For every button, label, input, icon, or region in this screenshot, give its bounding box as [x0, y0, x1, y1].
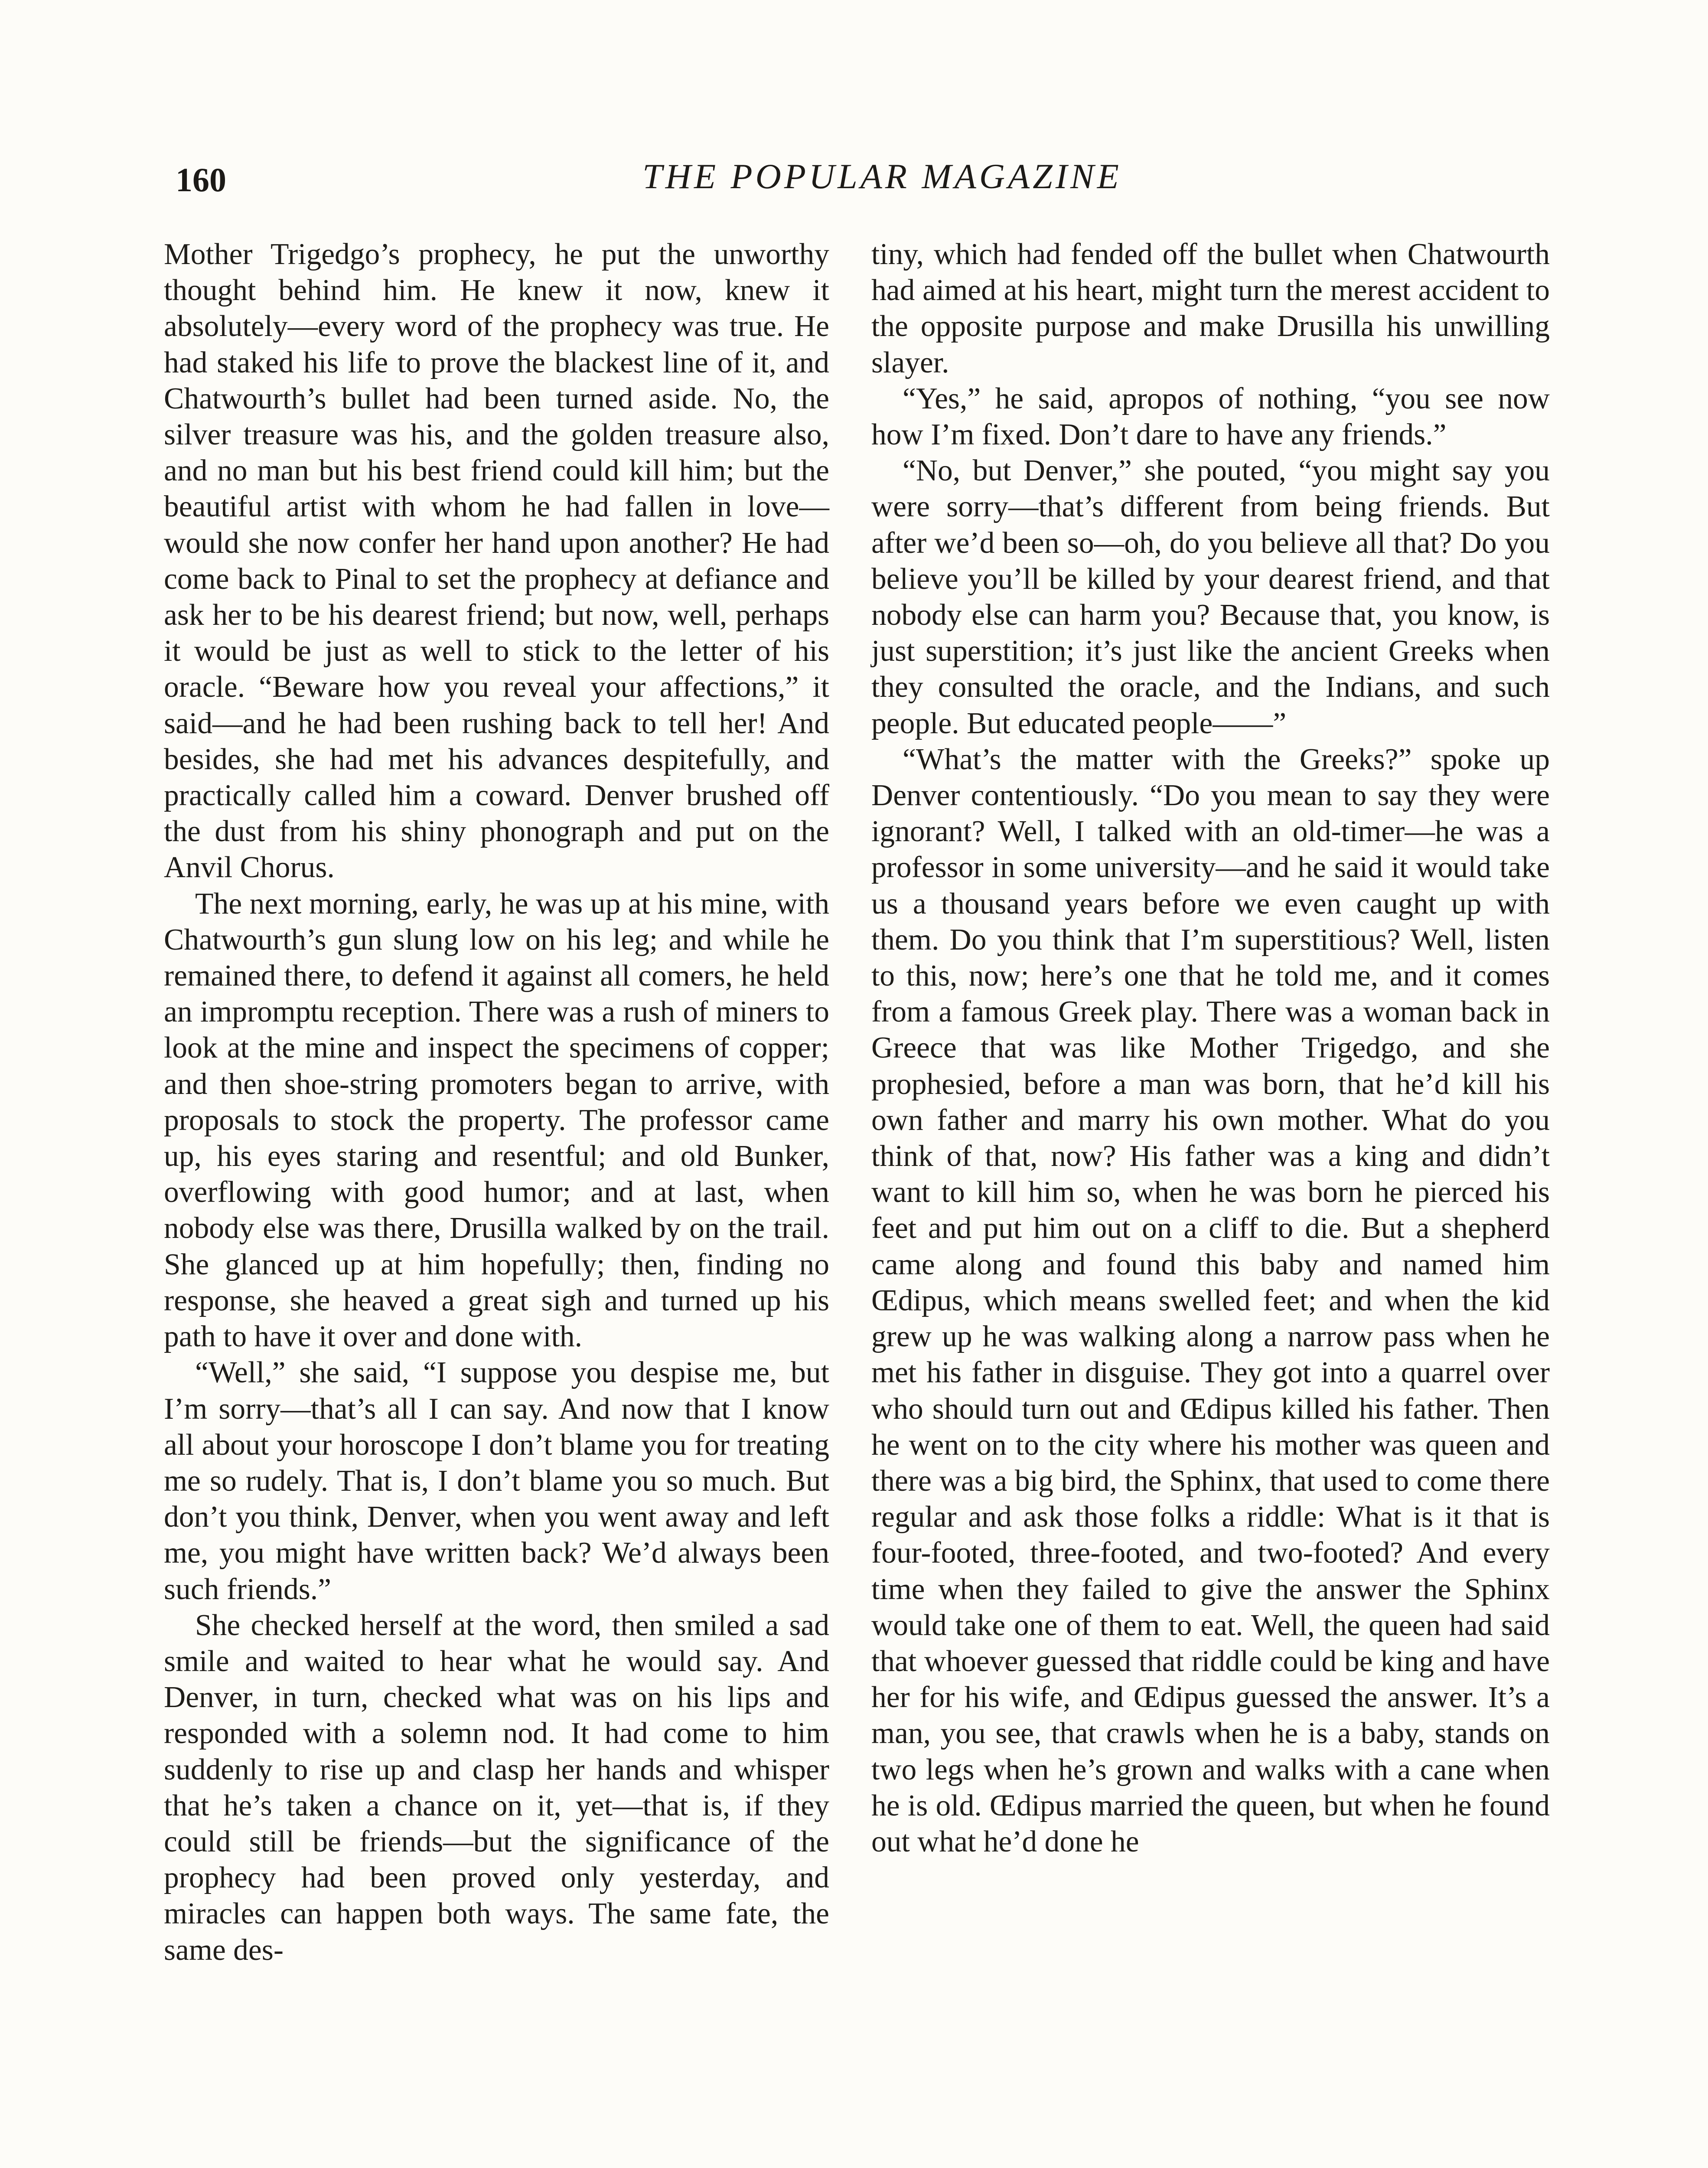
left-text-column — [164, 236, 829, 2168]
paragraph: “Well,” she said, “I suppose you despise me, but I’m sorry—that’s all I can say. And now that I know all about your horoscope I don’t blame you for treating me so rudely. That is, I don’t blame you so much. But don’t you think, Denver, when you went away and left me, you might have written back? We’d always been such friends.” — [164, 1356, 829, 1606]
paragraph: “Yes,” he said, apropos of nothing, “you see now how I’m fixed. Don’t dare to have any friends.” — [871, 382, 1550, 452]
paragraph: “What’s the matter with the Greeks?” spoke up Denver contentiously. “Do you mean to say they were ignorant? Well, I talked with an old-timer—he was a professor in some university—and he said it would take us a thousand years before we even caught up with them. Do you think that I’m superstitious? Well, listen to this, now; here’s one that he told me, and it comes from a famous Greek play. There was a woman back in Greece that was like Mother Trigedgo, and she prophesied, before a man was born, that he’d kill his own father and marry his own mother. What do you think of that, now? His father was a king and didn’t want to kill him so, when he was born he pierced his feet and put him out on a cliff to die. But a shepherd came along and found this baby and named him Œdipus, which means swelled feet; and when the kid grew up he was walking along a narrow pass when he met his father in disguise. They got into a quarrel over who should turn out and Œdipus killed his father. Then he went on to the city where his mother was queen and there was a big bird, the Sphinx, that used to come there regular and ask those folks a riddle: What is it that is four-footed, three-footed, and two-footed? And every time when they failed to give the answer the Sphinx would take one of them to eat. Well, the queen had said that whoever guessed that riddle could be king and have her for his wife, and Œdipus guessed the answer. It’s a man, you see, that crawls when he is a baby, stands on two legs when he’s grown and walks with a cane when he is old. Œdipus married the queen, but when he found out what he’d done he — [871, 742, 1550, 1858]
right-text-column — [871, 236, 1550, 2168]
paragraph: The next morning, early, he was up at his mine, with Chatwourth’s gun slung low on his leg; and while he remained there, to defend it against all comers, he held an impromptu reception. There was a rush of miners to look at the mine and inspect the specimens of copper; and then shoe-string promoters began to arrive, with proposals to stock the property. The professor came up, his eyes staring and resentful; and old Bunker, overflowing with good humor; and at last, when nobody else was there, Drusilla walked by on the trail. She glanced up at him hopefully; then, finding no response, she heaved a great sigh and turned up his path to have it over and done with. — [164, 887, 829, 1354]
page-header — [176, 152, 1589, 212]
page-number: 160 — [176, 161, 226, 199]
paragraph: She checked herself at the word, then smiled a sad smile and waited to hear what he would say. And Denver, in turn, checked what was on his lips and responded with a solemn nod. It had come to him suddenly to rise up and clasp her hands and whisper that he’s taken a chance on it, yet—that is, if they could still be friends—but the significance of the prophecy had been proved only yesterday, and miracles can happen both ways. The same fate, the same des- — [164, 1608, 829, 1967]
paragraph: Mother Trigedgo’s prophecy, he put the unworthy thought behind him. He knew it now, knew it absolutely—every word of the prophecy was true. He had staked his life to prove the blackest line of it, and Chatwourth’s bullet had been turned aside. No, the silver treasure was his, and the golden treasure also, and no man but his best friend could kill him; but the beautiful artist with whom he had fallen in love—would she now confer her hand upon another? He had come back to Pinal to set the prophecy at defiance and ask her to be his dearest friend; but now, well, perhaps it would be just as well to stick to the letter of his oracle. “Beware how you reveal your affections,” it said—and he had been rushing back to tell her! And besides, she had met his advances despitefully, and practically called him a coward. Denver brushed off the dust from his shiny phonograph and put on the Anvil Chorus. — [164, 238, 829, 885]
paragraph: tiny, which had fended off the bullet when Chatwourth had aimed at his heart, might turn the merest accident to the opposite purpose and make Drusilla his unwilling slayer. — [871, 238, 1550, 379]
running-title: THE POPULAR MAGAZINE — [642, 157, 1122, 196]
paragraph: “No, but Denver,” she pouted, “you might say you were sorry—that’s different from being friends. But after we’d been so—oh, do you believe all that? Do you believe you’ll be killed by your dearest friend, and that nobody else can harm you? Because that, you know, is just superstition; it’s just like the ancient Greeks when they consulted the oracle, and the Indians, and such people. But educated people——” — [871, 454, 1550, 740]
